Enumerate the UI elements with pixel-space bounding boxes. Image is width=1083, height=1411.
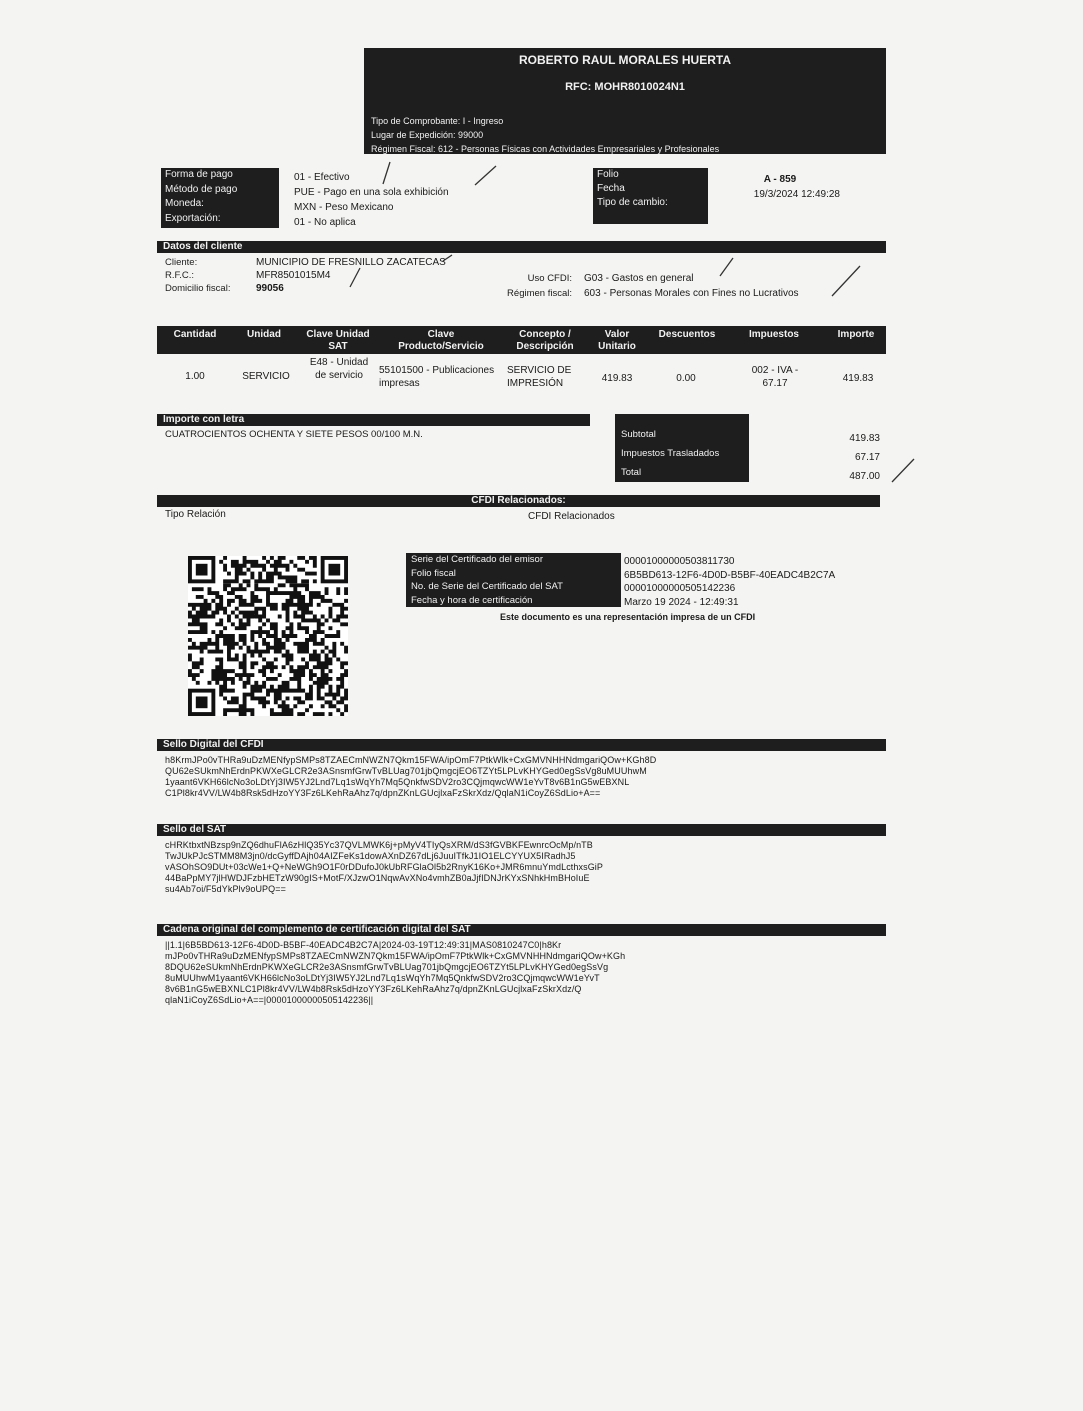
check-mark-icon bbox=[720, 258, 733, 276]
cliente-label: Cliente: bbox=[165, 257, 198, 268]
related-cfdi-title: CFDI Relacionados: bbox=[157, 495, 880, 507]
lugar-expedicion: Lugar de Expedición: 99000 bbox=[371, 130, 484, 140]
impuestos-value: 67.17 bbox=[854, 452, 880, 463]
cliente-value: MUNICIPIO DE FRESNILLO ZACATECAS bbox=[256, 257, 446, 268]
col-clave-unidad: Clave Unidad SAT bbox=[306, 329, 370, 352]
moneda-value: MXN - Peso Mexicano bbox=[294, 202, 394, 213]
check-mark-icon bbox=[383, 162, 390, 184]
amount-words-text: CUATROCIENTOS OCHENTA Y SIETE PESOS 00/100 M.N. bbox=[165, 429, 423, 440]
domicilio-label: Domicilio fiscal: bbox=[165, 283, 231, 294]
uso-cfdi-label: Uso CFDI: bbox=[527, 273, 572, 284]
subtotal-label: Subtotal bbox=[621, 429, 656, 440]
moneda-label: Moneda: bbox=[165, 198, 204, 209]
total-value: 487.00 bbox=[849, 471, 880, 482]
exportacion-value: 01 - No aplica bbox=[294, 217, 356, 228]
tipo-relacion-label: Tipo Relación bbox=[165, 509, 226, 520]
check-mark-icon bbox=[350, 268, 360, 287]
client-regimen-value: 603 - Personas Morales con Fines no Lucrativos bbox=[584, 288, 799, 299]
domicilio-value: 99056 bbox=[256, 283, 284, 294]
folio-fiscal-value: 6B5BD613-12F6-4D0D-B5BF-40EADC4B2C7A bbox=[624, 569, 836, 581]
sello-cfdi-line: C1Pl8kr4VV/LW4b8Rsk5dHzoYY3Fz6LKehRaAhz7q/dpnZKnLGUcjlxaFzSkrXdz/QqlaN1iCoyZ6SdLio+A== bbox=[165, 788, 601, 798]
check-mark-icon bbox=[892, 459, 914, 482]
cfdi-representation-note: Este documento es una representación impresa de un CFDI bbox=[500, 612, 756, 622]
issuer-rfc: RFC: MOHR8010024N1 bbox=[565, 81, 685, 93]
row-valor-unitario: 419.83 bbox=[601, 373, 633, 384]
tipo-comprobante: Tipo de Comprobante: I - Ingreso bbox=[371, 116, 504, 126]
forma-pago-value: 01 - Efectivo bbox=[294, 172, 350, 183]
sello-cfdi-line: QU62eSUkmNhErdnPKWXeGLCR2e3ASnsmfGrwTvBLUag701jbQmgcjEO6TZYt5LPLvKHYGed0egSsVg8uMUUhwM bbox=[165, 766, 647, 776]
row-clave-producto: 55101500 - Publicaciones impresas bbox=[379, 365, 495, 389]
fecha-value: 19/3/2024 12:49:28 bbox=[753, 189, 840, 200]
sello-cfdi-line: 1yaant6VKH66lcNo3oLDtYj3IW5YJ2Lnd7Lq1sWqYh7Mq5QnkfwSDV2ro3CQjmqwcWW1eYvT8v6B1nG5wEBXNL bbox=[165, 777, 630, 787]
exportacion-label: Exportación: bbox=[165, 212, 221, 224]
col-descuentos: Descuentos bbox=[658, 329, 716, 340]
sello-sat-title: Sello del SAT bbox=[157, 824, 886, 836]
col-concepto: Concepto / Descripción bbox=[516, 329, 574, 352]
col-unidad: Unidad bbox=[247, 329, 281, 340]
impuestos-trasladados-label: Impuestos Trasladados bbox=[621, 448, 720, 459]
row-importe: 419.83 bbox=[842, 373, 874, 384]
uso-cfdi-value: G03 - Gastos en general bbox=[584, 273, 694, 284]
serie-emisor-label: Serie del Certificado del emisor bbox=[411, 554, 544, 565]
folio-value: A - 859 bbox=[763, 174, 797, 185]
serie-emisor-value: 00001000000503811730 bbox=[624, 556, 735, 567]
fecha-label: Fecha bbox=[597, 183, 625, 194]
metodo-pago-label: Método de pago bbox=[165, 183, 238, 195]
row-cantidad: 1.00 bbox=[185, 371, 205, 382]
fecha-certificacion-value: Marzo 19 2024 - 12:49:31 bbox=[624, 596, 739, 608]
total-label: Total bbox=[621, 467, 642, 478]
serie-sat-label: No. de Serie del Certificado del SAT bbox=[411, 581, 563, 592]
row-descuentos: 0.00 bbox=[676, 373, 696, 384]
row-clave-unidad: E48 - Unidad de servicio bbox=[309, 357, 369, 381]
cadena-original-title: Cadena original del complemento de certificación digital del SAT bbox=[157, 924, 886, 936]
cadena-line: 8DQU62eSUkmNhErdnPKWXeGLCR2e3ASnsmfGrwTvBLUag701jbQmgcjEO6TZYt5LPLvKHYGed0egSsVg bbox=[165, 962, 609, 972]
client-regimen-label: Régimen fiscal: bbox=[507, 288, 572, 299]
fecha-certificacion-label: Fecha y hora de certificación bbox=[411, 594, 533, 606]
check-mark-icon bbox=[443, 255, 452, 261]
sello-cfdi-line: h8KrmJPo0vTHRa9uDzMENfypSMPs8TZAECmNWZN7Qkm15FWA/ipOmF7PtkWlk+CxGMVNHHNdmgariQOw+KGh8D bbox=[165, 755, 657, 765]
sello-sat-line: vASOhSO9DUt+03cWe1+Q+NeWGh9O1F0rDDufoJ0kUbRFGlaOl5b2RnyK16Ko+JMR6mnuYmdLcthxsGiP bbox=[165, 862, 604, 872]
folio-fiscal-label: Folio fiscal bbox=[411, 567, 456, 579]
col-cantidad: Cantidad bbox=[173, 329, 217, 340]
sello-sat-line: cHRKtbxtNBzsp9nZQ6dhuFlA6zHlQ35Yc37QVLMWK6j+pMyV4TIyQsXRM/dS3fGVBKFEwnrcOcMp/nTB bbox=[165, 840, 593, 850]
tipo-cambio-label: Tipo de cambio: bbox=[597, 197, 668, 208]
cfdi-relacionados-label: CFDI Relacionados bbox=[528, 511, 615, 522]
client-rfc-label: R.F.C.: bbox=[165, 270, 195, 281]
sello-sat-line: TwJUkPJcSTMM8M3jn0/dcGyffDAjh04AIZFeKs1dowAXnDZ67dLj6JuuITfkJ1IO1ELCYYUX5IRadhJ5 bbox=[165, 851, 576, 861]
issuer-name: ROBERTO RAUL MORALES HUERTA bbox=[518, 53, 731, 67]
amount-words-title: Importe con letra bbox=[157, 414, 590, 426]
col-clave-producto: Clave Producto/Servicio bbox=[398, 329, 484, 352]
sello-sat-line: su4Ab7oi/F5dYkPlv9oUPQ== bbox=[165, 884, 286, 894]
col-impuestos: Impuestos bbox=[748, 329, 799, 340]
subtotal-value: 419.83 bbox=[849, 433, 880, 444]
check-mark-icon bbox=[475, 166, 496, 185]
serie-sat-value: 00001000000505142236 bbox=[624, 583, 736, 594]
client-section-title: Datos del cliente bbox=[157, 241, 886, 253]
sello-sat-line: 44BaPpMY7jlHWDJFzbHETzW90gIS+MotF/XJzwO1NqwAvXNo4vmhZB0aJjfIDNJrKYxSNhkHmBHoIuE bbox=[165, 873, 590, 883]
client-rfc-value: MFR8501015M4 bbox=[256, 270, 331, 281]
cadena-line: ||1.1|6B5BD613-12F6-4D0D-B5BF-40EADC4B2C7A|2024-03-19T12:49:31|MAS0810247C0|h8Kr bbox=[165, 940, 562, 950]
sello-cfdi-title: Sello Digital del CFDI bbox=[157, 739, 886, 751]
col-importe: Importe bbox=[837, 329, 875, 340]
metodo-pago-value: PUE - Pago en una sola exhibición bbox=[294, 187, 449, 198]
regimen-fiscal: Régimen Fiscal: 612 - Personas Físicas con Actividades Empresariales y Profesionales bbox=[371, 144, 720, 154]
col-valor-unitario: Valor Unitario bbox=[598, 329, 636, 352]
folio-label: Folio bbox=[597, 169, 619, 180]
row-unidad: SERVICIO bbox=[242, 371, 290, 382]
cadena-line: 8v6B1nG5wEBXNLC1Pl8kr4VV/LW4b8Rsk5dHzoYY3Fz6LKehRaAhz7q/dpnZKnLGUcjlxaFzSkrXdz/Q bbox=[165, 984, 582, 994]
check-mark-icon bbox=[832, 266, 860, 296]
cadena-line: qlaN1iCoyZ6SdLio+A==|00001000000505142236|| bbox=[165, 995, 374, 1005]
row-impuestos: 002 - IVA - 67.17 bbox=[751, 365, 799, 389]
forma-pago-label: Forma de pago bbox=[165, 169, 233, 180]
row-concepto: SERVICIO DE IMPRESIÓN bbox=[507, 365, 572, 389]
cadena-line: 8uMUUhwM1yaant6VKH66lcNo3oLDtYj3IW5YJ2Lnd7Lq1sWqYh7Mq5QnkfwSDV2ro3CQjmqwcWW1eYvT bbox=[165, 973, 600, 983]
cadena-line: mJPo0vTHRa9uDzMENfypSMPs8TZAECmNWZN7Qkm15FWA/ipOmF7PtkWlk+CxGMVNHHNdmgariQOw+KGh bbox=[165, 951, 626, 961]
